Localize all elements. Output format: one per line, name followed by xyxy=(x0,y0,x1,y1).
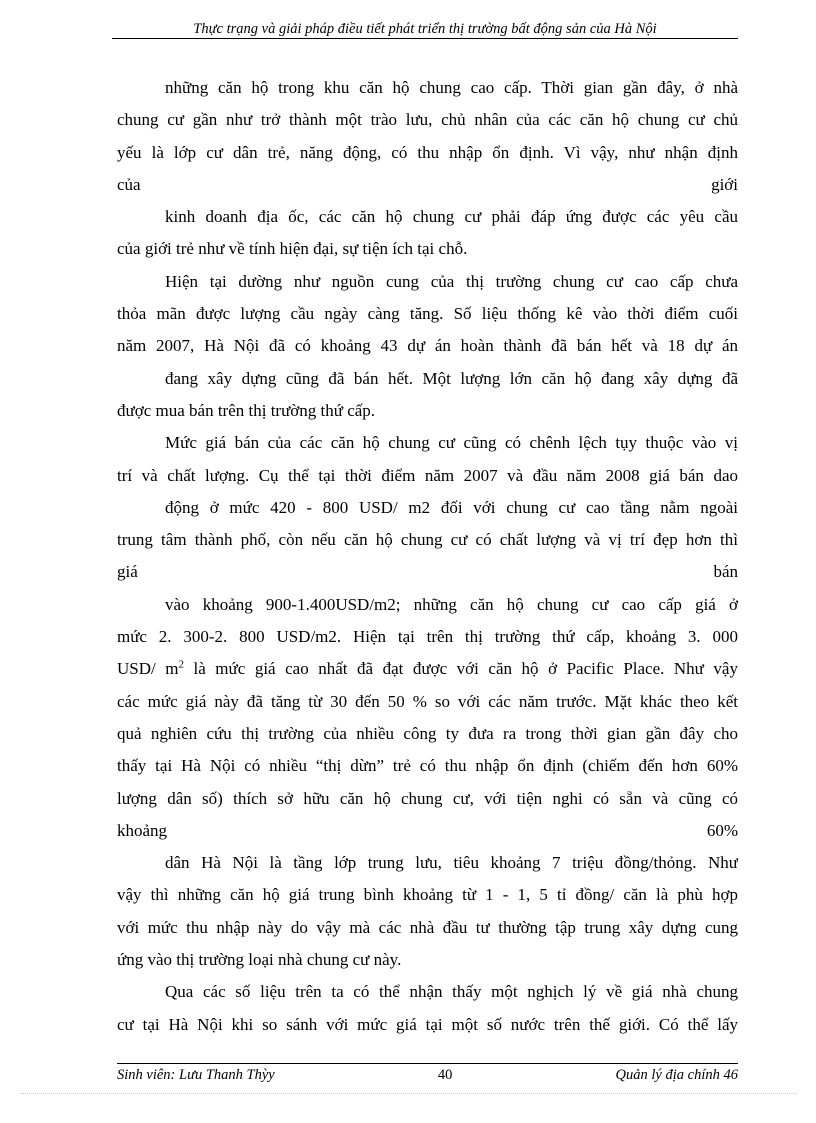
text-line: mức 2. 300-2. 800 USD/m2. Hiện tại trên thị trường thứ cấp, khoảng 3. 000 xyxy=(117,627,738,647)
text-fragment: bán xyxy=(713,562,738,582)
text-line: quả nghiên cứu thị trường của nhiều công ty đưa ra trong thời gian gần đây cho xyxy=(117,723,738,743)
text-line: trí và chất lượng. Cụ thể tại thời điểm năm 2007 và đầu năm 2008 giá bán dao xyxy=(117,465,738,485)
text-line xyxy=(117,653,738,685)
text-line: Hiện tại dường như nguồn cung của thị trường chung cư cao cấp chưa xyxy=(165,271,738,291)
text-line: dân Hà Nội là tầng lớp trung lưu, tiêu khoảng 7 triệu đồng/thỏng. Như xyxy=(165,853,738,873)
text-fragment: 60% xyxy=(706,820,738,840)
text-line: những căn hộ trong khu căn hộ chung cao cấp. Thời gian gần đây, ở nhà xyxy=(165,78,738,97)
text-line: trung tâm thành phố, còn nếu căn hộ chung cư có chất lượng và vị trí đẹp hơn thì xyxy=(117,530,738,550)
page-number: 40 xyxy=(437,1067,453,1083)
text-line xyxy=(117,815,738,847)
text-line: động ở mức 420 - 800 USD/ m2 đối với chung cư cao tầng nằm ngoài xyxy=(165,497,738,517)
text-line: kinh doanh địa ốc, các căn hộ chung cư phải đáp ứng được các yêu cầu xyxy=(165,207,738,227)
body-text xyxy=(117,72,738,1041)
page-footer xyxy=(117,1063,738,1084)
page-bottom-divider xyxy=(20,1093,796,1094)
text-fragment: giới xyxy=(711,174,738,194)
text-line: với mức thu nhập này do vậy mà các nhà đầu tư thường tập trung xây dựng cung xyxy=(117,917,738,937)
text-line: ứng vào thị trường loại nhà chung cư này. xyxy=(117,950,402,970)
text-line: yếu là lớp cư dân trẻ, năng động, có thu nhập ổn định. Vì vậy, như nhận định xyxy=(117,142,738,162)
text-line: lượng dân số) thích sở hữu căn hộ chung cư, với tiện nghi có sẵn và cũng có xyxy=(117,788,738,808)
superscript: 2 xyxy=(178,658,184,671)
text-line: được mua bán trên thị trường thứ cấp. xyxy=(117,400,376,420)
footer-dept: Quản lý địa chính 46 xyxy=(615,1067,738,1083)
text-line: năm 2007, Hà Nội đã có khoảng 43 dự án hoàn thành đã bán hết và 18 dự án xyxy=(117,336,738,356)
page-header: Thực trạng và giải pháp điều tiết phát triển thị trường bất động sản của Hà Nội xyxy=(112,20,738,39)
text-line: của giới trẻ như về tính hiện đại, sự tiện ích tại chỗ. xyxy=(117,239,468,259)
text-fragment: là mức giá cao nhất đã đạt được với căn hộ ở Pacific Place. Như vậy xyxy=(183,659,738,679)
text-fragment: của xyxy=(117,174,141,194)
text-line: cư tại Hà Nội khi so sánh với mức giá tại một số nước trên thế giới. Có thể lấy xyxy=(117,1014,738,1034)
text-fragment: giá xyxy=(117,562,138,582)
footer-student: Sinh viên: Lưu Thanh Thỳy xyxy=(117,1067,275,1083)
text-line: vào khoảng 900-1.400USD/m2; những căn hộ chung cư cao cấp giá ở xyxy=(165,594,738,614)
text-fragment: khoảng xyxy=(117,820,168,840)
text-line: Qua các số liệu trên ta có thể nhận thấy một nghịch lý về giá nhà chung xyxy=(165,982,738,1002)
text-line xyxy=(117,556,738,588)
text-line: vậy thì những căn hộ giá trung bình khoảng từ 1 - 1, 5 tỉ đồng/ căn là phù hợp xyxy=(117,885,738,905)
text-line xyxy=(117,169,738,201)
text-line: đang xây dựng cũng đã bán hết. Một lượng lớn căn hộ đang xây dựng đã xyxy=(165,368,738,388)
text-line: các mức giá này đã tăng từ 30 đến 50 % so với các năm trước. Mặt khác theo kết xyxy=(117,691,738,711)
text-line: chung cư gần như trở thành một trào lưu, chủ nhân của các căn hộ chung cư chủ xyxy=(117,110,738,130)
text-line: thỏa mãn được lượng cầu ngày càng tăng. Số liệu thống kê vào thời điểm cuối xyxy=(117,304,738,324)
text-line: thấy tại Hà Nội có nhiều “thị dừn” trẻ có thu nhập ổn định (chiếm đến hơn 60% xyxy=(117,756,738,776)
text-line: Mức giá bán của các căn hộ chung cư cũng có chênh lệch tụy thuộc vào vị xyxy=(165,433,738,453)
text-fragment: USD/ m xyxy=(117,659,179,679)
